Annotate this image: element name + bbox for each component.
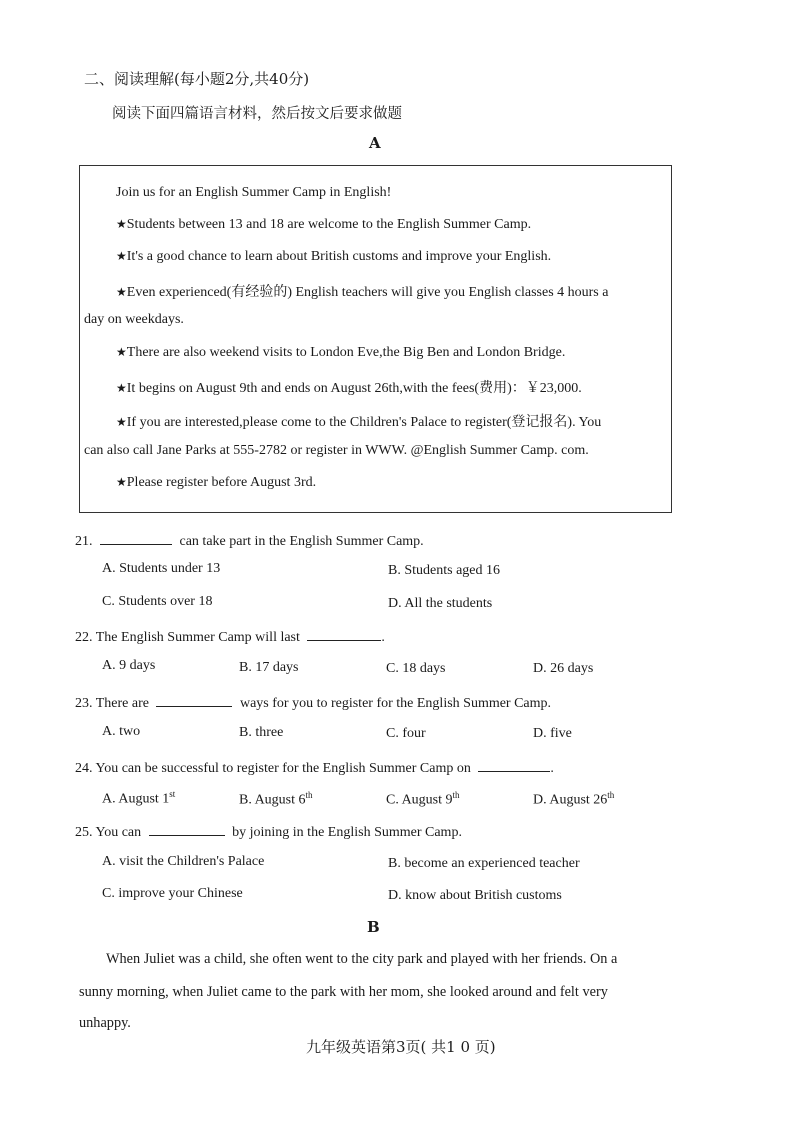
passage-a-letter: A	[369, 134, 381, 152]
q22-option-d: D. 26 days	[533, 661, 594, 676]
q25-option-d: D. know about British customs	[388, 888, 562, 903]
answer-blank	[307, 626, 381, 641]
star-icon: ★	[116, 285, 127, 299]
page-footer: 九年级英语第3页( 共1 0 页)	[306, 1038, 496, 1056]
camp-item-teachers-cont: day on weekdays.	[84, 312, 184, 327]
camp-item-dates: ★It begins on August 9th and ends on August 26th,with the fees(费用)：￥23,000.	[116, 381, 582, 396]
q23-option-b: B. three	[239, 725, 284, 740]
camp-item-deadline: ★Please register before August 3rd.	[116, 475, 317, 490]
star-icon: ★	[116, 381, 127, 395]
passage-a-box	[79, 165, 672, 513]
q21-option-c: C. Students over 18	[102, 594, 213, 609]
camp-item-register: ★If you are interested,please come to the Children's Palace to register(登记报名). You	[116, 415, 602, 430]
q21-option-a: A. Students under 13	[102, 561, 221, 576]
camp-item-visits: ★There are also weekend visits to London Eve,the Big Ben and London Bridge.	[116, 345, 566, 360]
q23-option-c: C. four	[386, 726, 426, 741]
answer-blank	[149, 821, 225, 836]
camp-item-chance: ★It's a good chance to learn about British customs and improve your English.	[116, 249, 552, 264]
passage-b-line-1: When Juliet was a child, she often went to the city park and played with her friends. On a	[106, 951, 618, 967]
q24-option-c: C. August 9th	[386, 790, 460, 808]
camp-title: Join us for an English Summer Camp in English!	[116, 185, 392, 200]
star-icon: ★	[116, 475, 127, 489]
q25-option-c: C. improve your Chinese	[102, 886, 243, 901]
q21-option-d: D. All the students	[388, 596, 493, 611]
star-icon: ★	[116, 415, 127, 429]
section-title: 二、阅读理解(每小题2分,共40分)	[84, 70, 310, 88]
q22-option-b: B. 17 days	[239, 660, 299, 675]
q25-option-a: A. visit the Children's Palace	[102, 854, 265, 869]
passage-b-line-2: sunny morning, when Juliet came to the park with her mom, she looked around and felt very	[79, 984, 608, 1000]
passage-b-line-3: unhappy.	[79, 1015, 131, 1031]
q23-option-d: D. five	[533, 726, 572, 741]
q21-option-b: B. Students aged 16	[388, 563, 500, 578]
answer-blank	[478, 757, 550, 772]
passage-b-letter: B	[367, 918, 380, 936]
q22-option-a: A. 9 days	[102, 658, 156, 673]
camp-item-ages: ★Students between 13 and 18 are welcome to the English Summer Camp.	[116, 217, 532, 232]
q25-option-b: B. become an experienced teacher	[388, 856, 580, 871]
q24-option-d: D. August 26th	[533, 790, 615, 808]
question-24: 24. You can be successful to register for the English Summer Camp on .	[75, 757, 554, 777]
star-icon: ★	[116, 217, 127, 231]
q22-option-c: C. 18 days	[386, 661, 446, 676]
camp-item-register-cont: can also call Jane Parks at 555-2782 or register in WWW. @English Summer Camp. com.	[84, 443, 589, 458]
question-25: 25. You can by joining in the English Summer Camp.	[75, 821, 462, 841]
question-21: 21. can take part in the English Summer Camp.	[75, 530, 424, 550]
star-icon: ★	[116, 249, 127, 263]
answer-blank	[156, 692, 232, 707]
star-icon: ★	[116, 345, 127, 359]
question-23: 23. There are ways for you to register for the English Summer Camp.	[75, 692, 551, 712]
answer-blank	[100, 530, 172, 545]
instruction: 阅读下面四篇语言材料，然后按文后要求做题	[112, 106, 402, 122]
q24-option-b: B. August 6th	[239, 790, 313, 808]
camp-item-teachers: ★Even experienced(有经验的) English teachers will give you English classes 4 hours a	[116, 285, 609, 300]
question-22: 22. The English Summer Camp will last .	[75, 626, 385, 646]
q23-option-a: A. two	[102, 724, 141, 739]
q24-option-a: A. August 1st	[102, 789, 176, 807]
